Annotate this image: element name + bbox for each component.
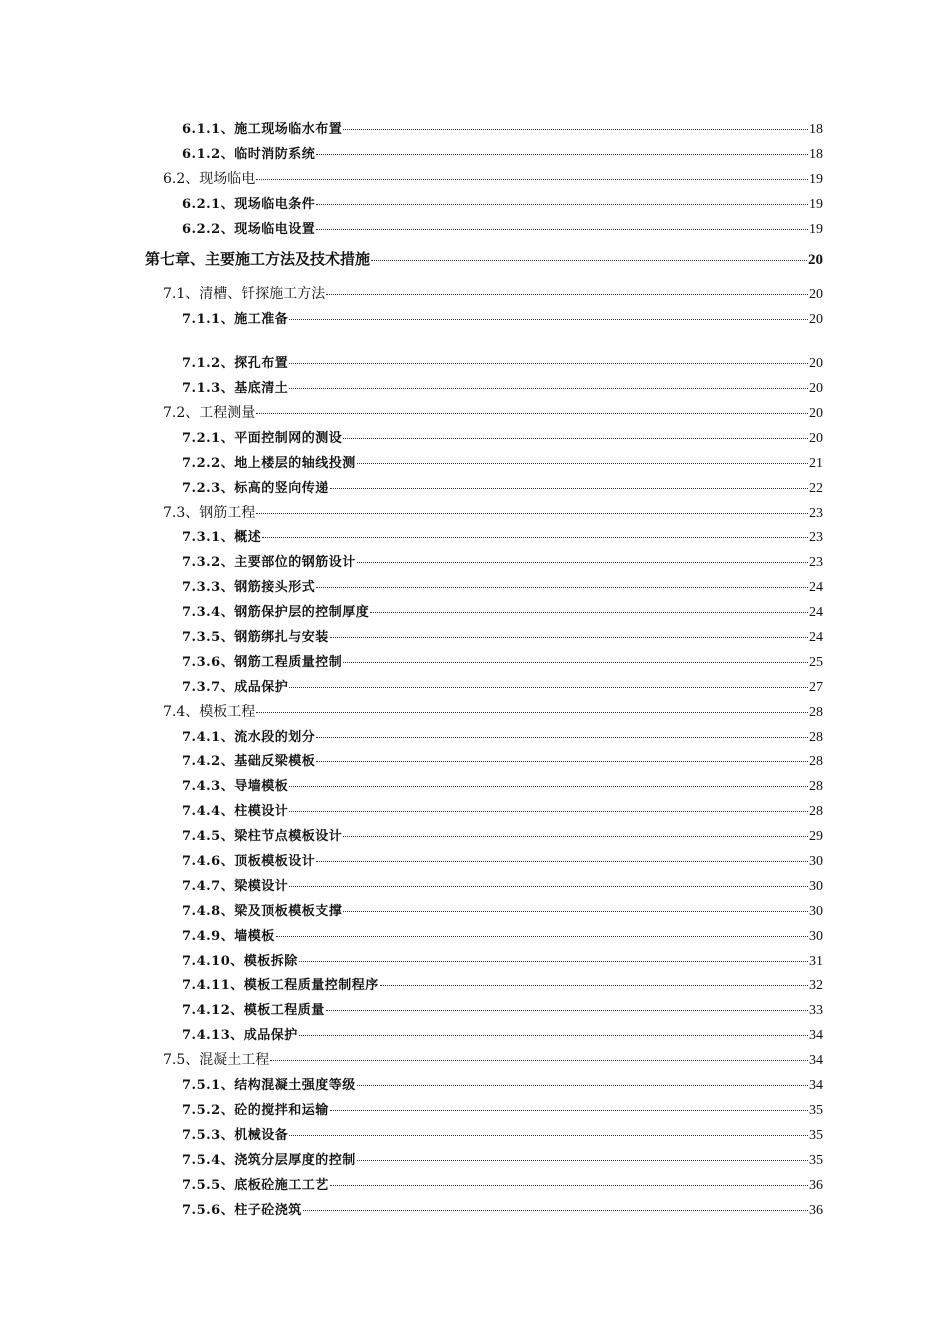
- toc-entry-title: 7.5.4、浇筑分层厚度的控制: [182, 1153, 356, 1168]
- toc-page-number: 32: [809, 978, 823, 993]
- toc-entry[interactable]: [182, 427, 823, 447]
- toc-entry-title: 7.4.6、顶板模板设计: [182, 854, 316, 869]
- toc-page-number: 20: [809, 431, 823, 446]
- toc-leader-dots: [357, 463, 808, 464]
- toc-page-number: 20: [809, 356, 823, 371]
- toc-leader-dots: [330, 488, 808, 489]
- toc-entry[interactable]: [182, 193, 823, 213]
- toc-page-number: 35: [809, 1128, 823, 1143]
- toc-page-number: 22: [809, 481, 823, 496]
- toc-leader-dots: [299, 961, 808, 962]
- toc-entry-title: 7.4.9、墙模板: [182, 929, 275, 944]
- toc-page-number: 20: [809, 287, 823, 302]
- toc-entry-title: 7.4、模板工程: [163, 704, 256, 720]
- toc-leader-dots: [303, 1210, 808, 1211]
- toc-entry[interactable]: [163, 402, 823, 422]
- toc-page-number: 30: [809, 904, 823, 919]
- toc-leader-dots: [326, 294, 808, 295]
- toc-entry-title: 6.2.2、现场临电设置: [182, 222, 316, 237]
- toc-leader-dots: [343, 662, 808, 663]
- toc-entry[interactable]: [182, 1149, 823, 1169]
- toc-entry[interactable]: [182, 850, 823, 870]
- toc-page-number: 28: [809, 779, 823, 794]
- toc-entry[interactable]: [182, 775, 823, 795]
- toc-page-number: 28: [809, 804, 823, 819]
- toc-page-number: 35: [809, 1153, 823, 1168]
- toc-entry-title: 7.5.2、砼的搅拌和运输: [182, 1103, 329, 1118]
- toc-entry-title: 7.3.7、成品保护: [182, 680, 289, 695]
- toc-leader-dots: [316, 229, 808, 230]
- toc-entry[interactable]: [163, 1049, 823, 1069]
- toc-leader-dots: [262, 537, 808, 538]
- toc-entry[interactable]: [182, 118, 823, 138]
- toc-leader-dots: [330, 1110, 808, 1111]
- toc-page-number: 24: [809, 630, 823, 645]
- toc-leader-dots: [256, 712, 808, 713]
- toc-page-number: 36: [809, 1203, 823, 1218]
- toc-entry[interactable]: [182, 1074, 823, 1094]
- toc-page-number: 20: [809, 381, 823, 396]
- toc-leader-dots: [380, 985, 808, 986]
- toc-entry-title: 7.4.13、成品保护: [182, 1028, 298, 1043]
- toc-page-number: 34: [809, 1028, 823, 1043]
- toc-entry-title: 7.5.1、结构混凝土强度等级: [182, 1078, 356, 1093]
- toc-leader-dots: [316, 587, 808, 588]
- toc-leader-dots: [256, 413, 808, 414]
- toc-entry-title: 7.4.2、基础反梁模板: [182, 754, 316, 769]
- toc-entry[interactable]: [163, 701, 823, 721]
- toc-page-number: 35: [809, 1103, 823, 1118]
- toc-page-number: 20: [809, 406, 823, 421]
- toc-entry-title: 7.1.2、探孔布置: [182, 356, 289, 371]
- toc-page-number: 20: [808, 252, 823, 268]
- toc-entry[interactable]: [182, 218, 823, 238]
- toc-entry-title: 7.3.4、钢筋保护层的控制厚度: [182, 605, 370, 620]
- toc-page-number: 29: [809, 829, 823, 844]
- toc-page-number: 23: [809, 555, 823, 570]
- toc-entry-title: 7.4.4、柱模设计: [182, 804, 289, 819]
- toc-entry-title: 7.2.1、平面控制网的测设: [182, 431, 343, 446]
- toc-page-number: 34: [809, 1078, 823, 1093]
- toc-entry[interactable]: [182, 452, 823, 472]
- toc-entry[interactable]: [182, 825, 823, 845]
- toc-entry[interactable]: [182, 974, 823, 994]
- toc-entry-title: 7.5.5、底板砼施工工艺: [182, 1178, 329, 1193]
- toc-entry-title: 7.2、工程测量: [163, 405, 256, 421]
- toc-entry-title: 7.4.5、梁柱节点模板设计: [182, 829, 343, 844]
- toc-entry-title: 7.1.1、施工准备: [182, 312, 289, 327]
- toc-leader-dots: [256, 179, 808, 180]
- toc-entry[interactable]: [182, 1024, 823, 1044]
- toc-entry-title: 7.4.10、模板拆除: [182, 954, 298, 969]
- toc-entry-title: 7.3.5、钢筋绑扎与安装: [182, 630, 329, 645]
- toc-page-number: 30: [809, 929, 823, 944]
- toc-entry[interactable]: [182, 143, 823, 163]
- toc-entry[interactable]: [182, 1099, 823, 1119]
- toc-entry-title: 7.3、钢筋工程: [163, 505, 256, 521]
- toc-page-number: 19: [809, 222, 823, 237]
- toc-entry[interactable]: [182, 576, 823, 596]
- toc-entry[interactable]: [182, 900, 823, 920]
- toc-entry-title: 7.4.7、梁模设计: [182, 879, 289, 894]
- toc-leader-dots: [316, 154, 808, 155]
- toc-leader-dots: [371, 260, 807, 261]
- toc-page-number: 27: [809, 680, 823, 695]
- toc-leader-dots: [343, 129, 808, 130]
- toc-entry[interactable]: [182, 800, 823, 820]
- toc-leader-dots: [299, 1035, 808, 1036]
- toc-entry-title: 7.5.3、机械设备: [182, 1128, 289, 1143]
- toc-leader-dots: [289, 319, 808, 320]
- toc-leader-dots: [343, 438, 808, 439]
- toc-entry-title: 6.1.2、临时消防系统: [182, 147, 316, 162]
- toc-page-number: 34: [809, 1053, 823, 1068]
- toc-page-number: 23: [809, 530, 823, 545]
- toc-page-number: 21: [809, 456, 823, 471]
- toc-leader-dots: [330, 637, 808, 638]
- toc-leader-dots: [316, 861, 808, 862]
- toc-entry[interactable]: [182, 377, 823, 397]
- toc-leader-dots: [276, 936, 808, 937]
- toc-entry[interactable]: [182, 726, 823, 746]
- toc-entry[interactable]: [182, 526, 823, 546]
- toc-entry[interactable]: [163, 502, 823, 522]
- toc-entry-title: 7.4.11、模板工程质量控制程序: [182, 978, 379, 993]
- toc-entry-title: 7.3.1、概述: [182, 530, 262, 545]
- toc-leader-dots: [357, 562, 808, 563]
- toc-page-number: 33: [809, 1003, 823, 1018]
- toc-entry-title: 6.1.1、施工现场临水布置: [182, 122, 343, 137]
- toc-leader-dots: [316, 204, 808, 205]
- toc-entry[interactable]: [163, 283, 823, 303]
- toc-leader-dots: [330, 1185, 808, 1186]
- toc-entry[interactable]: [182, 925, 823, 945]
- toc-page-number: 28: [809, 705, 823, 720]
- toc-page-number: 36: [809, 1178, 823, 1193]
- toc-leader-dots: [289, 363, 808, 364]
- toc-entry-title: 7.4.12、模板工程质量: [182, 1003, 325, 1018]
- toc-entry[interactable]: [182, 750, 823, 770]
- toc-entry[interactable]: [182, 308, 823, 328]
- toc-entry[interactable]: [182, 352, 823, 372]
- toc-leader-dots: [270, 1060, 808, 1061]
- toc-entry[interactable]: [182, 950, 823, 970]
- toc-page-number: 28: [809, 754, 823, 769]
- toc-leader-dots: [289, 886, 808, 887]
- toc-entry-title: 7.1.3、基底清土: [182, 381, 289, 396]
- toc-entry[interactable]: [182, 1124, 823, 1144]
- toc-page-number: 28: [809, 730, 823, 745]
- toc-entry-title: 6.2.1、现场临电条件: [182, 197, 316, 212]
- toc-leader-dots: [289, 786, 808, 787]
- toc-entry-title: 7.5.6、柱子砼浇筑: [182, 1203, 302, 1218]
- toc-leader-dots: [316, 737, 808, 738]
- toc-entry-title: 7.4.8、梁及顶板模板支撑: [182, 904, 343, 919]
- toc-entry-title: 6.2、现场临电: [163, 171, 256, 187]
- toc-leader-dots: [289, 687, 808, 688]
- toc-entry-title: 7.5、混凝土工程: [163, 1052, 270, 1068]
- toc-page-number: 24: [809, 605, 823, 620]
- toc-leader-dots: [256, 513, 808, 514]
- toc-page-number: 25: [809, 655, 823, 670]
- toc-page-number: 19: [809, 172, 823, 187]
- toc-entry[interactable]: [145, 248, 823, 269]
- toc-entry[interactable]: [182, 651, 823, 671]
- toc-entry[interactable]: [182, 676, 823, 696]
- toc-entry-title: 第七章、主要施工方法及技术措施: [145, 250, 371, 268]
- toc-entry-title: 7.4.3、导墙模板: [182, 779, 289, 794]
- toc-page-number: 18: [809, 122, 823, 137]
- toc-page-number: 30: [809, 879, 823, 894]
- toc-page-number: 18: [809, 147, 823, 162]
- toc-entry[interactable]: [163, 168, 823, 188]
- toc-leader-dots: [370, 612, 808, 613]
- toc-entry-title: 7.4.1、流水段的划分: [182, 730, 316, 745]
- toc-page-number: 30: [809, 854, 823, 869]
- toc-leader-dots: [326, 1010, 808, 1011]
- toc-entry[interactable]: [182, 1174, 823, 1194]
- toc-leader-dots: [316, 761, 808, 762]
- toc-page-number: 23: [809, 506, 823, 521]
- toc-leader-dots: [343, 836, 808, 837]
- toc-leader-dots: [357, 1160, 808, 1161]
- toc-entry[interactable]: [182, 601, 823, 621]
- toc-leader-dots: [289, 1135, 808, 1136]
- toc-entry[interactable]: [182, 551, 823, 571]
- toc-entry-title: 7.3.2、主要部位的钢筋设计: [182, 555, 356, 570]
- toc-entry-title: 7.3.6、钢筋工程质量控制: [182, 655, 343, 670]
- toc-leader-dots: [343, 911, 808, 912]
- toc-entry-title: 7.2.3、标高的竖向传递: [182, 481, 329, 496]
- toc-entry-title: 7.3.3、钢筋接头形式: [182, 580, 316, 595]
- toc-page-number: 31: [809, 954, 823, 969]
- toc-entry[interactable]: [182, 1199, 823, 1219]
- toc-leader-dots: [357, 1085, 808, 1086]
- toc-leader-dots: [289, 388, 808, 389]
- toc-entry-title: 7.1、清槽、钎探施工方法: [163, 286, 326, 302]
- toc-page-number: 20: [809, 312, 823, 327]
- toc-entry-title: 7.2.2、地上楼层的轴线投测: [182, 456, 356, 471]
- toc-entry[interactable]: [182, 477, 823, 497]
- toc-page-number: 19: [809, 197, 823, 212]
- toc-entry[interactable]: [182, 875, 823, 895]
- toc-page-number: 24: [809, 580, 823, 595]
- toc-entry[interactable]: [182, 626, 823, 646]
- toc-leader-dots: [289, 811, 808, 812]
- toc-entry[interactable]: [182, 999, 823, 1019]
